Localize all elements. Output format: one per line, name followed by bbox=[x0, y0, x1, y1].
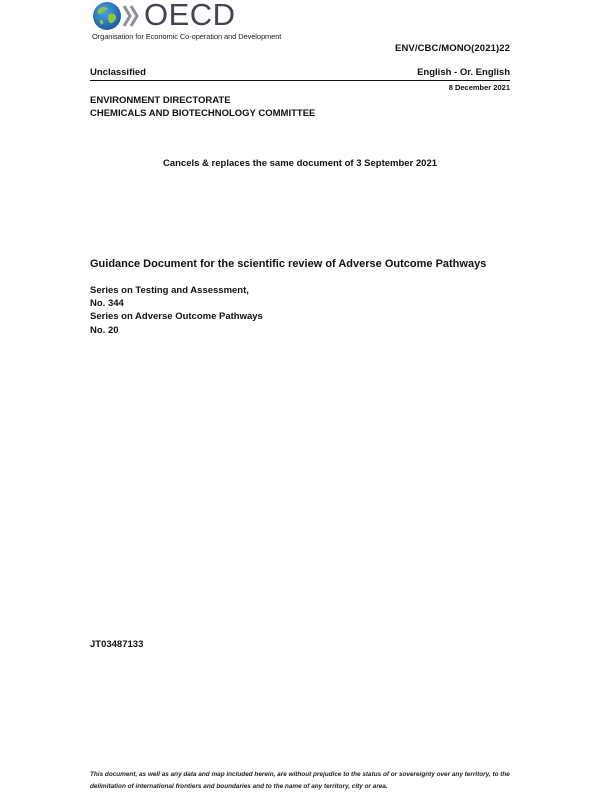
testing-series-number: No. 344 bbox=[90, 298, 124, 310]
document-title: Guidance Document for the scientific review of Adverse Outcome Pathways bbox=[90, 258, 487, 270]
aop-series-number: No. 20 bbox=[90, 324, 119, 336]
oecd-logo bbox=[92, 0, 352, 44]
logo-subtitle: Organisation for Economic Co-operation and Development bbox=[92, 32, 282, 41]
aop-series-name: Series on Adverse Outcome Pathways bbox=[90, 311, 263, 323]
directorate-block bbox=[90, 95, 315, 120]
series-block bbox=[90, 284, 263, 337]
disclaimer-line: This document, as well as any data and map included herein, are without prejudice to the status of or sovereignty over any territory, to the bbox=[90, 771, 510, 778]
oecd-globe-icon bbox=[92, 0, 146, 34]
disclaimer-line: delimitation of international frontiers and boundaries and to the name of any territory, city or area. bbox=[90, 783, 388, 790]
document-language: English - Or. English bbox=[417, 67, 510, 78]
classification-status: Unclassified bbox=[90, 67, 146, 78]
document-reference: ENV/CBC/MONO(2021)22 bbox=[395, 43, 510, 54]
directorate-name: ENVIRONMENT DIRECTORATE bbox=[90, 95, 231, 106]
disclaimer bbox=[90, 769, 530, 793]
oecd-wordmark: OECD bbox=[144, 0, 236, 32]
job-code: JT03487133 bbox=[90, 639, 144, 650]
testing-series-name: Series on Testing and Assessment, bbox=[90, 285, 249, 296]
document-date: 8 December 2021 bbox=[448, 83, 510, 92]
classification-row bbox=[90, 67, 510, 81]
committee-name: CHEMICALS AND BIOTECHNOLOGY COMMITTEE bbox=[90, 107, 316, 119]
cancels-notice: Cancels & replaces the same document of 3 September 2021 bbox=[162, 158, 438, 169]
